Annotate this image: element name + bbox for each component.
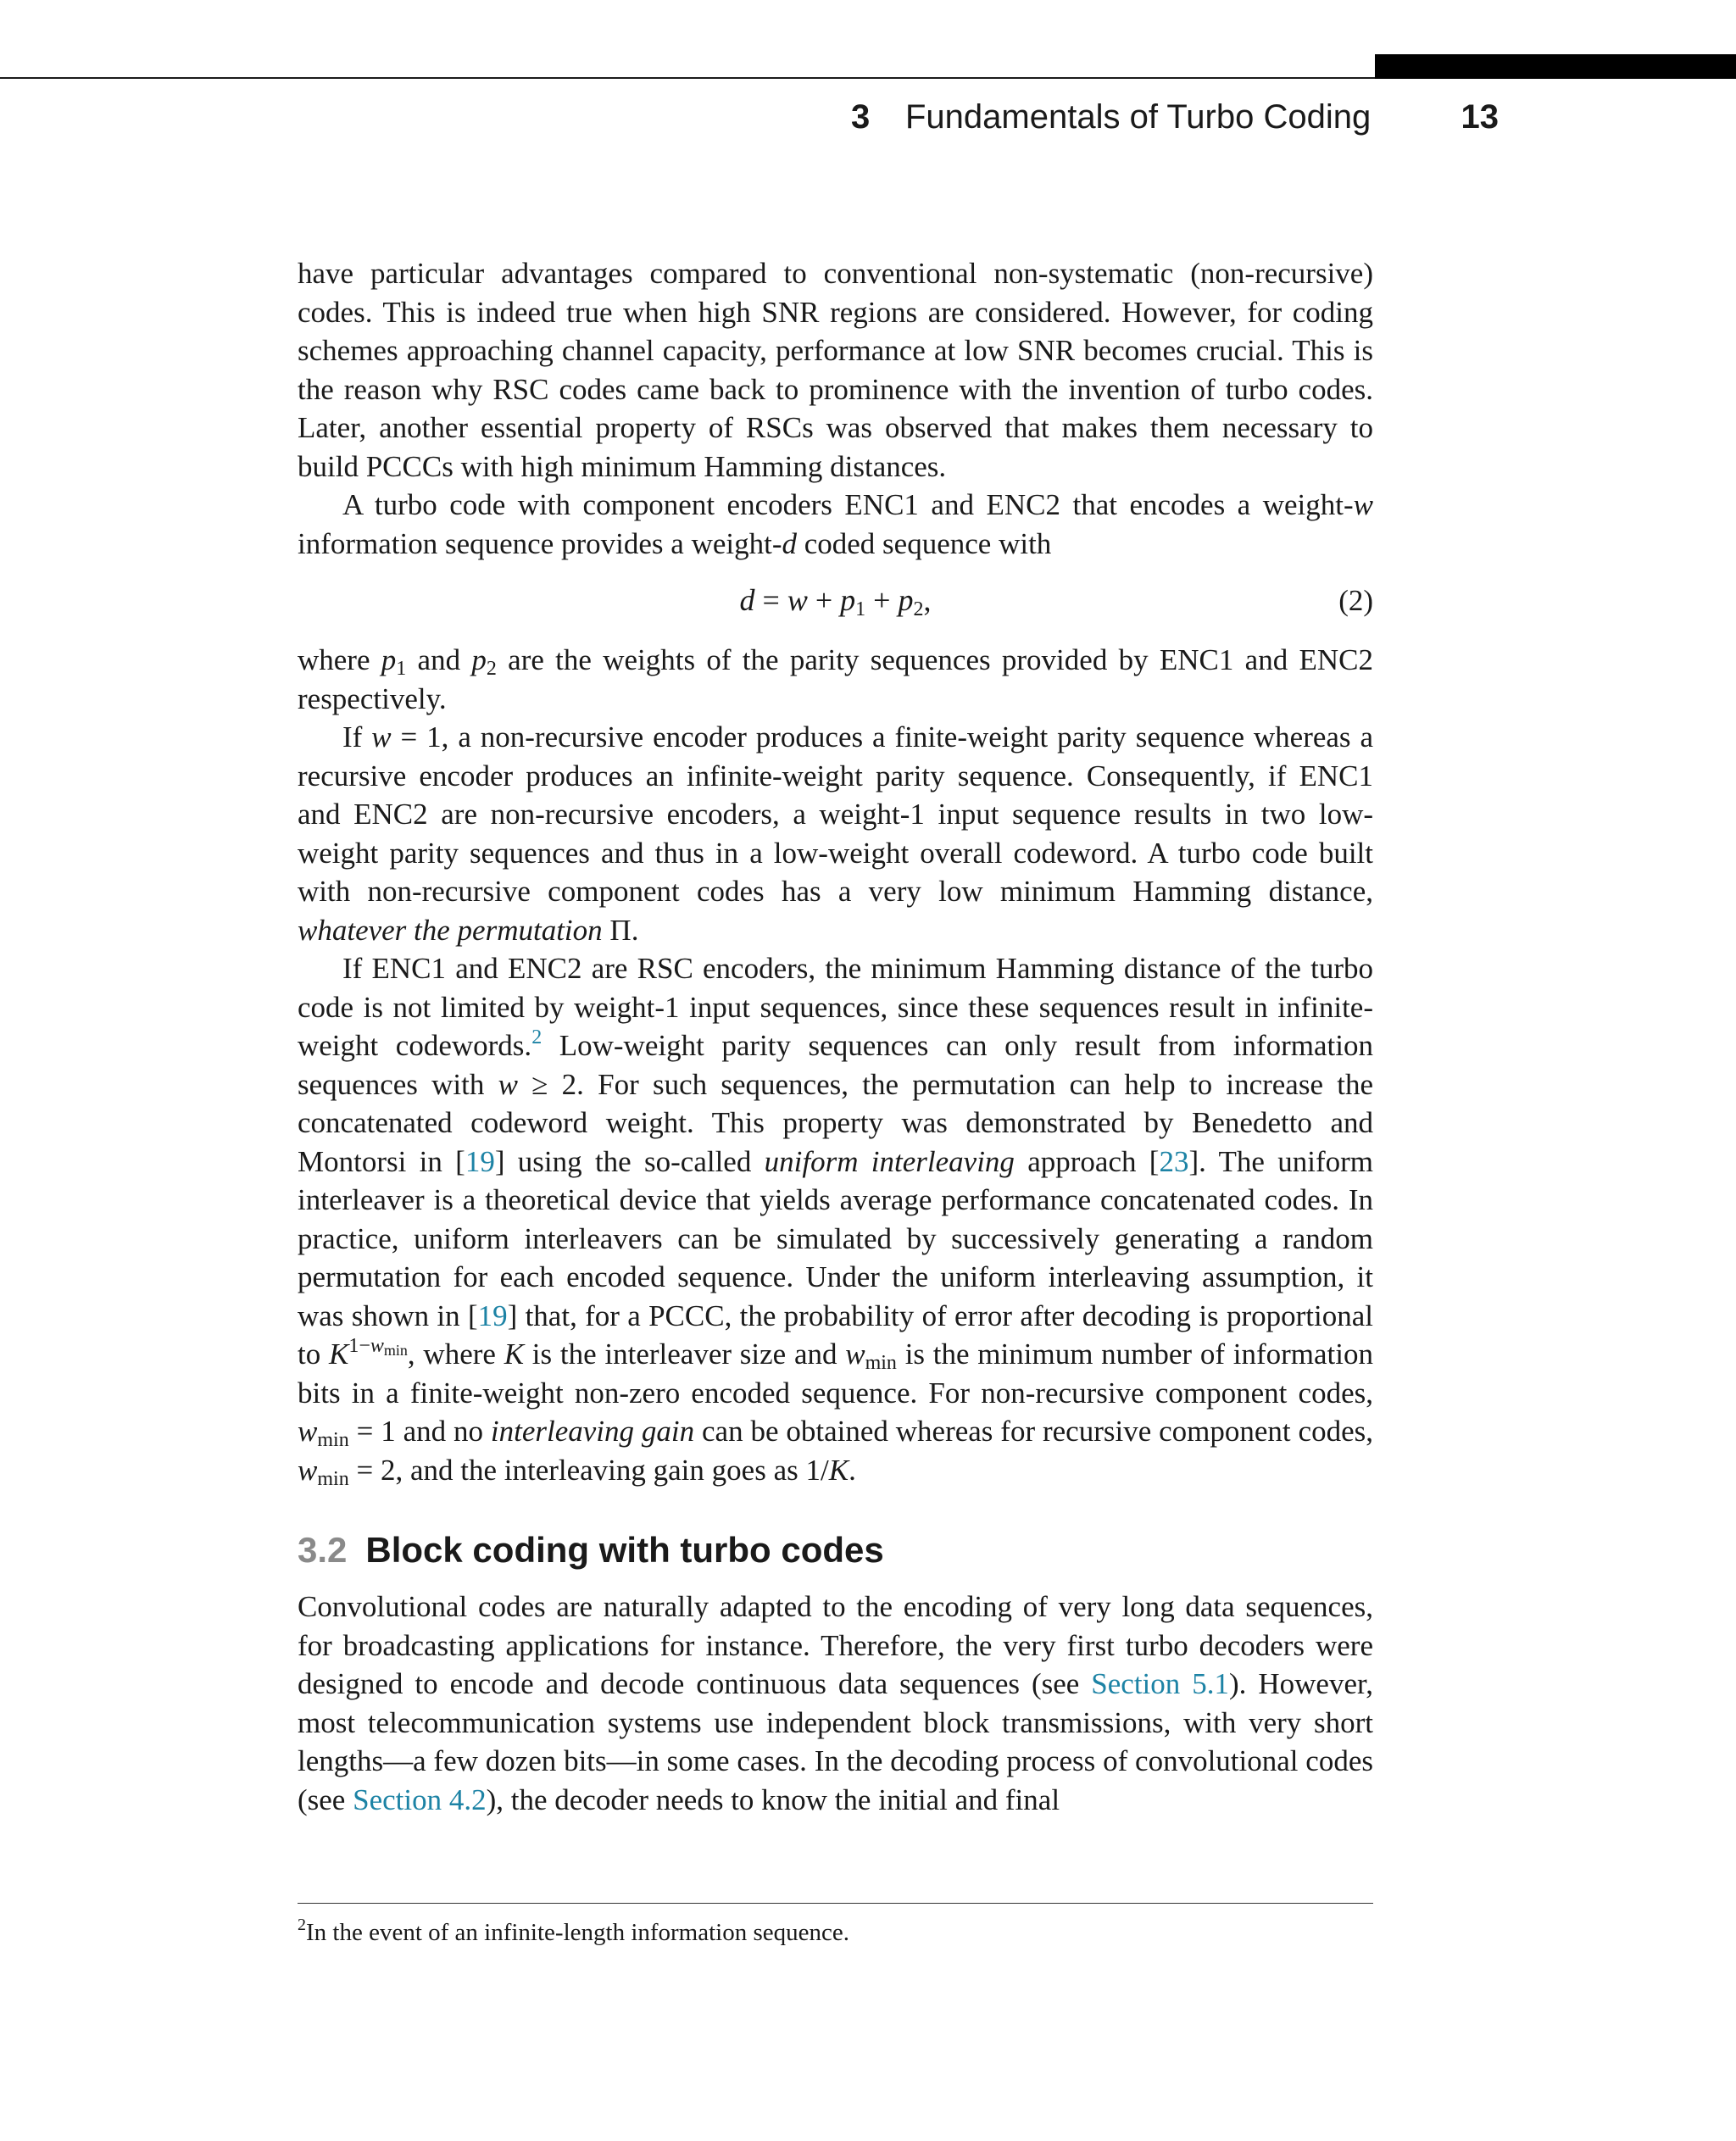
page-number: 13 — [1461, 98, 1499, 136]
paragraph-5: If ENC1 and ENC2 are RSC encoders, the minimum Hamming distance of the turbo code is not limited by weight-1 input sequences, since these sequences result in infinite-weight codewords.$^2$ Low-weight parity sequences can only result from information sequences with w ≥ 2. For such sequences, the permutation can help to increase the concatenated codeword weight. This property was demonstrated by Benedetto and Montorsi in [19] using the so-called uniform interleaving approach [23]. The uniform interleaver is a theoretical device that yields average performance concatenated codes. In practice, uniform interleavers can be simulated by successively generating a random permutation for each encoded sequence. Under the uniform interleaving assumption, it was shown in [19] that, for a PCCC, the probability of error after decoding is proportional to $K^{1-w_{min}}$, where K is the interleaver size and $w_{min}$ is the minimum number of information bits in a finite-weight non-zero encoded sequence. For non-recursive component codes, $w_{min} = 1$ and no interleaving gain can be obtained whereas for recursive component codes, $w_{min} = 2$, and the interleaving gain goes as 1/K. — [298, 952, 1374, 1490]
equation-2 — [298, 566, 1373, 639]
equation-body: $d = w + p_1 + p_2$, — [739, 583, 932, 620]
footnote-text: In the event of an infinite-length information sequence. — [306, 1919, 850, 1946]
citation-19-second[interactable]: 19 — [477, 1299, 508, 1332]
paragraph-2: A turbo code with component encoders ENC1 and ENC2 that encodes a weight-w information sequence provides a weight-d coded sequence with — [298, 488, 1373, 560]
footnote — [298, 1917, 1373, 1948]
citation-23[interactable]: 23 — [1159, 1144, 1189, 1178]
footnote-ref-2[interactable]: 2 — [531, 1026, 542, 1048]
citation-19[interactable]: 19 — [465, 1144, 495, 1178]
header-bar — [1375, 54, 1736, 79]
paragraph-6: Convolutional codes are naturally adapted to the encoding of very long data sequences, for broadcasting applications for instance. Therefore, the very first turbo decoders were designed to encode and decode continuous data sequences (see Section 5.1). However, most telecommunication systems use independent block transmissions, with very short lengths—a few dozen bits—in some cases. In the decoding process of convolutional codes (see Section 4.2), the decoder needs to know the initial and final — [298, 1590, 1374, 1816]
running-head — [763, 92, 1499, 142]
section-5-1-link[interactable]: Section 5.1 — [1091, 1667, 1229, 1700]
paragraph-4: If w = 1, a non-recursive encoder produces a finite-weight parity sequence whereas a recursive encoder produces an infinite-weight parity sequence. Consequently, if ENC1 and ENC2 are non-recursive encoders, a weight-1 input sequence results in two low-weight parity sequences and thus in a low-weight overall codeword. A turbo code built with non-recursive component codes has a very low minimum Hamming distance, whatever the permutation Π. — [298, 720, 1373, 947]
chapter-number: 3 — [851, 98, 871, 136]
equation-number: (2) — [1338, 584, 1373, 617]
footnote-number: 2 — [298, 1916, 306, 1934]
paragraph-3: where $p_1$ and $p_2$ are the weights of the parity sequences provided by ENC1 and ENC2 respectively. — [298, 643, 1373, 715]
section-title: Block coding with turbo codes — [365, 1530, 884, 1570]
footnote-rule — [298, 1903, 1373, 1904]
section-heading — [298, 1527, 1373, 1574]
paragraph-1: have particular advantages compared to conventional non-systematic (non-recursive) codes. This is indeed true when high SNR regions are considered. However, for coding schemes approaching channel capacity, performance at low SNR becomes crucial. This is the reason why RSC codes came back to prominence with the invention of turbo codes. Later, another essential property of RSCs was observed that makes them necessary to build PCCCs with high minimum Hamming distances. — [298, 257, 1373, 483]
section-number: 3.2 — [298, 1530, 348, 1570]
chapter-title: Fundamentals of Turbo Coding — [905, 98, 1372, 136]
section-4-2-link[interactable]: Section 4.2 — [353, 1782, 487, 1816]
body-text — [298, 254, 1373, 1819]
